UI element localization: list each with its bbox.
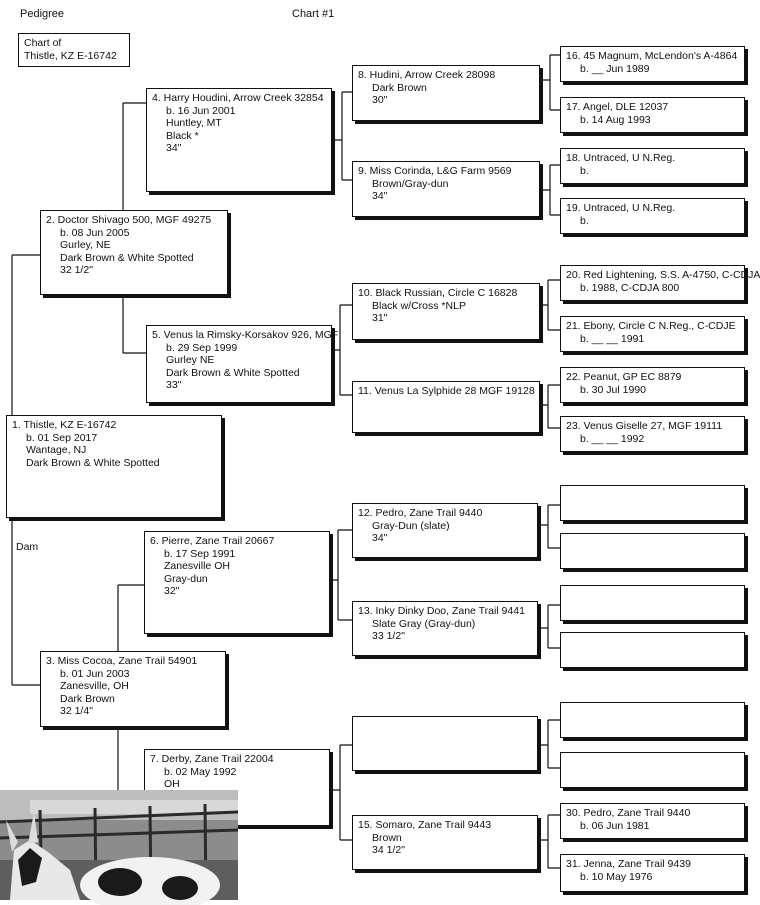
animal-2 [40,210,228,295]
animal-10 [352,283,540,340]
animal-detail: Gray-dun [164,572,208,585]
chart-of-box [18,33,130,67]
animal-detail: b. 01 Jun 2003 [60,667,130,680]
animal-detail: 33" [166,379,182,391]
animal-16 [560,46,745,82]
animal-name: 9. Miss Corinda, L&G Farm 9569 [358,165,512,177]
animal-detail: b. 30 Jul 1990 [580,383,646,396]
animal-name: 13. Inky Dinky Doo, Zane Trail 9441 [358,605,525,617]
animal-12 [352,503,538,558]
animal-detail: Gurley, NE [60,239,111,251]
animal-name: 8. Hudini, Arrow Creek 28098 [358,69,496,81]
animal-detail: b. 17 Sep 1991 [164,547,236,560]
animal-detail: b. __ __ 1991 [580,332,645,345]
animal-detail: Dark Brown & White Spotted [26,456,160,469]
animal-detail: b. [580,164,589,177]
animal-1 [6,415,222,518]
animal-detail: Zanesville, OH [60,680,129,692]
animal-name: 7. Derby, Zane Trail 22004 [150,753,274,765]
header-chart-number: Chart #1 [292,8,335,20]
animal-27 [560,632,745,668]
animal-detail: 32 1/4" [60,705,93,717]
animal-name: 4. Harry Houdini, Arrow Creek 32854 [152,92,324,104]
animal-name: 17. Angel, DLE 12037 [566,101,669,113]
animal-name: 30. Pedro, Zane Trail 9440 [566,807,691,819]
animal-5 [146,325,339,403]
animal-detail: 34" [372,190,388,202]
animal-15 [352,815,538,870]
animal-17 [560,97,745,133]
animal-name: 19. Untraced, U N.Reg. [566,202,676,214]
animal-detail: 34" [372,532,388,544]
animal-detail: Gurley NE [166,354,215,366]
animal-4 [146,88,332,192]
animal-23 [560,416,745,452]
animal-detail: Zanesville OH [164,560,230,572]
animal-detail: 34" [166,142,182,154]
animal-detail: Black w/Cross *NLP [372,299,466,312]
donkey-photo [0,790,238,900]
animal-detail: b. __ __ 1992 [580,432,645,445]
animal-detail: b. 01 Sep 2017 [26,431,98,444]
animal-name: 20. Red Lightening, S.S. A-4750, C-CDJA [566,269,760,281]
animal-name: 22. Peanut, GP EC 8879 [566,371,682,383]
animal-detail: Dark Brown [60,692,115,705]
animal-name: 1. Thistle, KZ E-16742 [12,419,117,431]
animal-6 [144,531,330,634]
animal-detail: Dark Brown & White Spotted [166,366,300,379]
animal-30 [560,803,745,839]
animal-detail: b. __ Jun 1989 [580,62,650,75]
animal-detail: 33 1/2" [372,630,405,642]
animal-detail: Dark Brown [372,81,427,94]
animal-name: 31. Jenna, Zane Trail 9439 [566,858,691,870]
animal-detail: Dark Brown & White Spotted [60,251,194,264]
animal-detail: 34 1/2" [372,844,405,856]
animal-detail: Wantage, NJ [26,444,87,456]
dam-label: Dam [16,541,39,553]
animal-detail: b. 1988, C-CDJA 800 [580,281,680,294]
animal-28 [560,702,745,738]
chart-of-label: Chart of [24,37,62,49]
animal-detail: b. 16 Jun 2001 [166,104,236,117]
animal-detail: b. 06 Jun 1981 [580,819,650,832]
animal-detail: Huntley, MT [166,117,222,129]
animal-detail: Black * [166,129,199,142]
animal-20 [560,265,760,301]
animal-detail: b. 10 May 1976 [580,870,653,883]
animal-name: 5. Venus la Rimsky-Korsakov 926, MGF [152,329,339,341]
animal-name: 2. Doctor Shivago 500, MGF 49275 [46,214,212,226]
animal-24 [560,485,745,521]
animal-detail: b. 14 Aug 1993 [580,113,651,126]
animal-name: 3. Miss Cocoa, Zane Trail 54901 [46,655,198,667]
animal-name: 21. Ebony, Circle C N.Reg., C-CDJE [566,320,736,332]
animal-8 [352,65,540,121]
animal-detail: b. 29 Sep 1999 [166,341,238,354]
header-pedigree: Pedigree [20,8,65,20]
animal-detail: b. 02 May 1992 [164,765,237,778]
animal-3 [40,651,226,727]
animal-name: 16. 45 Magnum, McLendon's A-4864 [566,50,738,62]
animal-name: 12. Pedro, Zane Trail 9440 [358,507,483,519]
animal-name: 11. Venus La Sylphide 28 MGF 19128 [358,385,535,397]
animal-19 [560,198,745,234]
animal-detail: 31" [372,312,388,324]
animal-name: 6. Pierre, Zane Trail 20667 [150,535,275,547]
animal-name: 23. Venus Giselle 27, MGF 19111 [566,420,723,432]
animal-detail: Brown [372,831,402,844]
animal-name: 15. Somaro, Zane Trail 9443 [358,819,492,831]
animal-detail: 30" [372,94,388,106]
chart-of-subject: Thistle, KZ E-16742 [24,49,117,62]
animal-detail: b. 08 Jun 2005 [60,226,130,239]
animal-name: 18. Untraced, U N.Reg. [566,152,676,164]
animal-detail: b. [580,214,589,227]
animal-22 [560,367,745,403]
animal-13 [352,601,538,656]
animal-18 [560,148,745,184]
animal-name: 10. Black Russian, Circle C 16828 [358,287,518,299]
animal-detail: Gray-Dun (slate) [372,519,450,532]
animal-detail: Brown/Gray-dun [372,177,449,190]
animal-detail: Slate Gray (Gray-dun) [372,617,476,630]
animal-25 [560,533,745,569]
animal-21 [560,316,745,352]
animal-detail: 32" [164,585,180,597]
animal-29 [560,752,745,788]
animal-14 [352,716,538,771]
animal-11 [352,381,540,433]
animal-9 [352,161,540,217]
animal-detail: 32 1/2" [60,264,93,276]
animal-26 [560,585,745,621]
animal-detail: OH [164,778,180,790]
animal-31 [560,854,745,892]
